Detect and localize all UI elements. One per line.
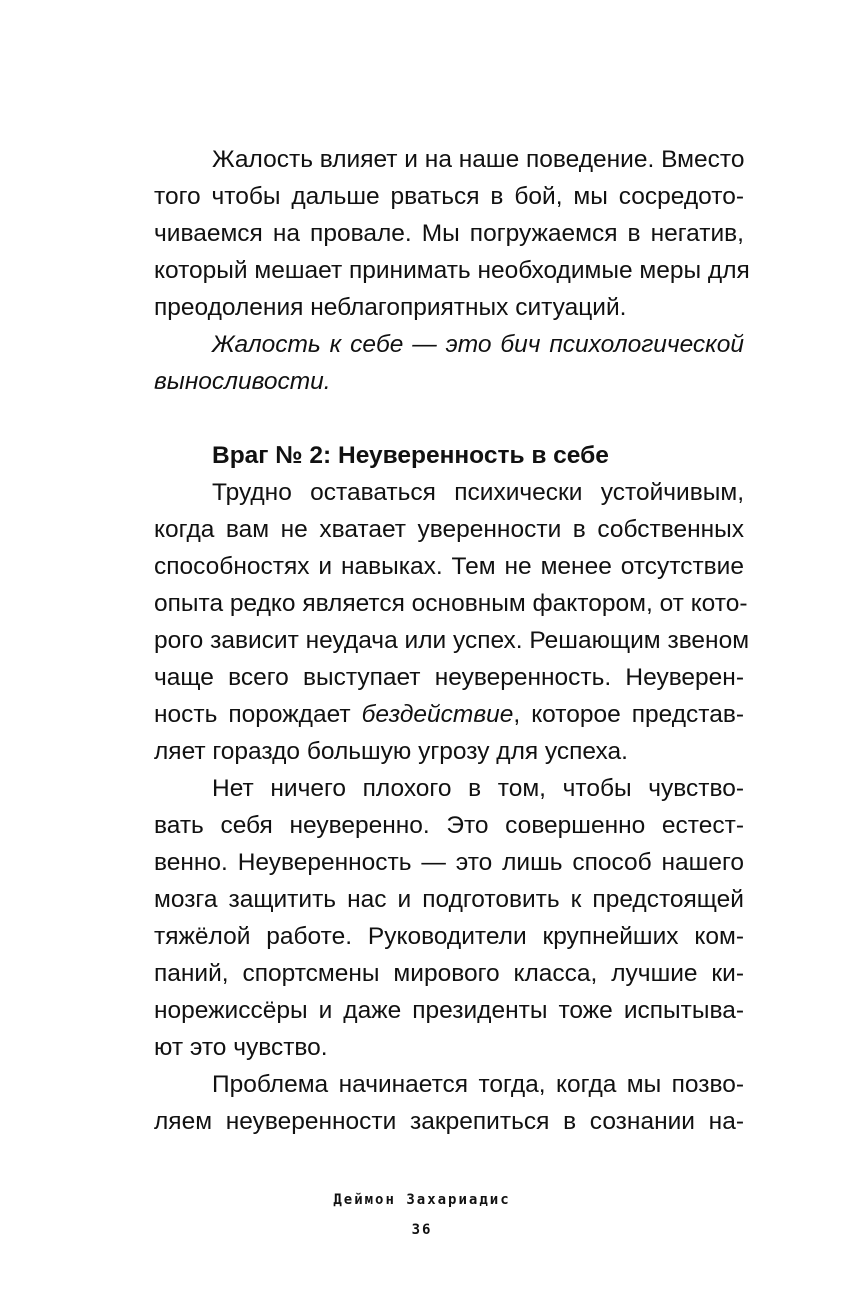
paragraph-1-line-1: Жалость влияет и на наше поведение. Вместо bbox=[212, 146, 745, 173]
paragraph-3-line-5: тяжёлой работе. Руководители крупнейших ком- bbox=[154, 923, 744, 950]
emphasis-inaction: бездействие bbox=[361, 701, 514, 728]
paragraph-2-line-8: ляет гораздо большую угрозу для успеха. bbox=[154, 738, 628, 765]
paragraph-3-line-1: Нет ничего плохого в том, чтобы чувство- bbox=[212, 775, 744, 802]
paragraph-2-line-2: когда вам не хватает уверенности в собственных bbox=[154, 516, 744, 543]
paragraph-4-line-2: ляем неуверенности закрепиться в сознании на- bbox=[154, 1108, 744, 1135]
paragraph-1-line-3: чиваемся на провале. Мы погружаемся в негатив, bbox=[154, 220, 744, 247]
paragraph-1-line-4: который мешает принимать необходимые меры для bbox=[154, 257, 750, 284]
footer-author: Деймон Захариадис bbox=[333, 1192, 511, 1208]
paragraph-1-line-2: того чтобы дальше рваться в бой, мы сосредото- bbox=[154, 183, 744, 210]
paragraph-2-line-3: способностях и навыках. Тем не менее отсутствие bbox=[154, 553, 744, 580]
paragraph-2-line-7-end: , которое представ- bbox=[513, 701, 744, 728]
paragraph-2-line-7 bbox=[154, 696, 744, 733]
paragraph-3-line-3: венно. Неуверенность — это лишь способ нашего bbox=[154, 849, 744, 876]
paragraph-3-line-7: норежиссёры и даже президенты тоже испытыва- bbox=[154, 997, 744, 1024]
paragraph-2-line-6: чаще всего выступает неуверенность. Неуверен- bbox=[154, 664, 744, 691]
paragraph-2-line-7-start: ность порождает bbox=[154, 701, 362, 728]
section-heading: Враг № 2: Неуверенность в себе bbox=[212, 442, 609, 469]
body-text bbox=[154, 141, 750, 1140]
paragraph-2-line-5: рого зависит неудача или успех. Решающим звеном bbox=[154, 627, 750, 654]
section-spacer bbox=[154, 400, 744, 437]
paragraph-3-line-8: ют это чувство. bbox=[154, 1034, 328, 1061]
paragraph-4-line-1: Проблема начинается тогда, когда мы позво- bbox=[212, 1071, 744, 1098]
quote-line-1: Жалость к себе — это бич психологической bbox=[212, 331, 744, 358]
paragraph-1-line-5: преодоления неблагоприятных ситуаций. bbox=[154, 294, 627, 321]
paragraph-3-line-6: паний, спортсмены мирового класса, лучшие ки- bbox=[154, 960, 744, 987]
paragraph-3-line-2: вать себя неуверенно. Это совершенно естест- bbox=[154, 812, 744, 839]
paragraph-2-line-4: опыта редко является основным фактором, от кото- bbox=[154, 590, 748, 617]
paragraph-2-line-1: Трудно оставаться психически устойчивым, bbox=[212, 479, 744, 506]
paragraph-3-line-4: мозга защитить нас и подготовить к предстоящей bbox=[154, 886, 744, 913]
quote-line-2: выносливости. bbox=[154, 368, 331, 395]
page-number: 36 bbox=[411, 1222, 433, 1238]
